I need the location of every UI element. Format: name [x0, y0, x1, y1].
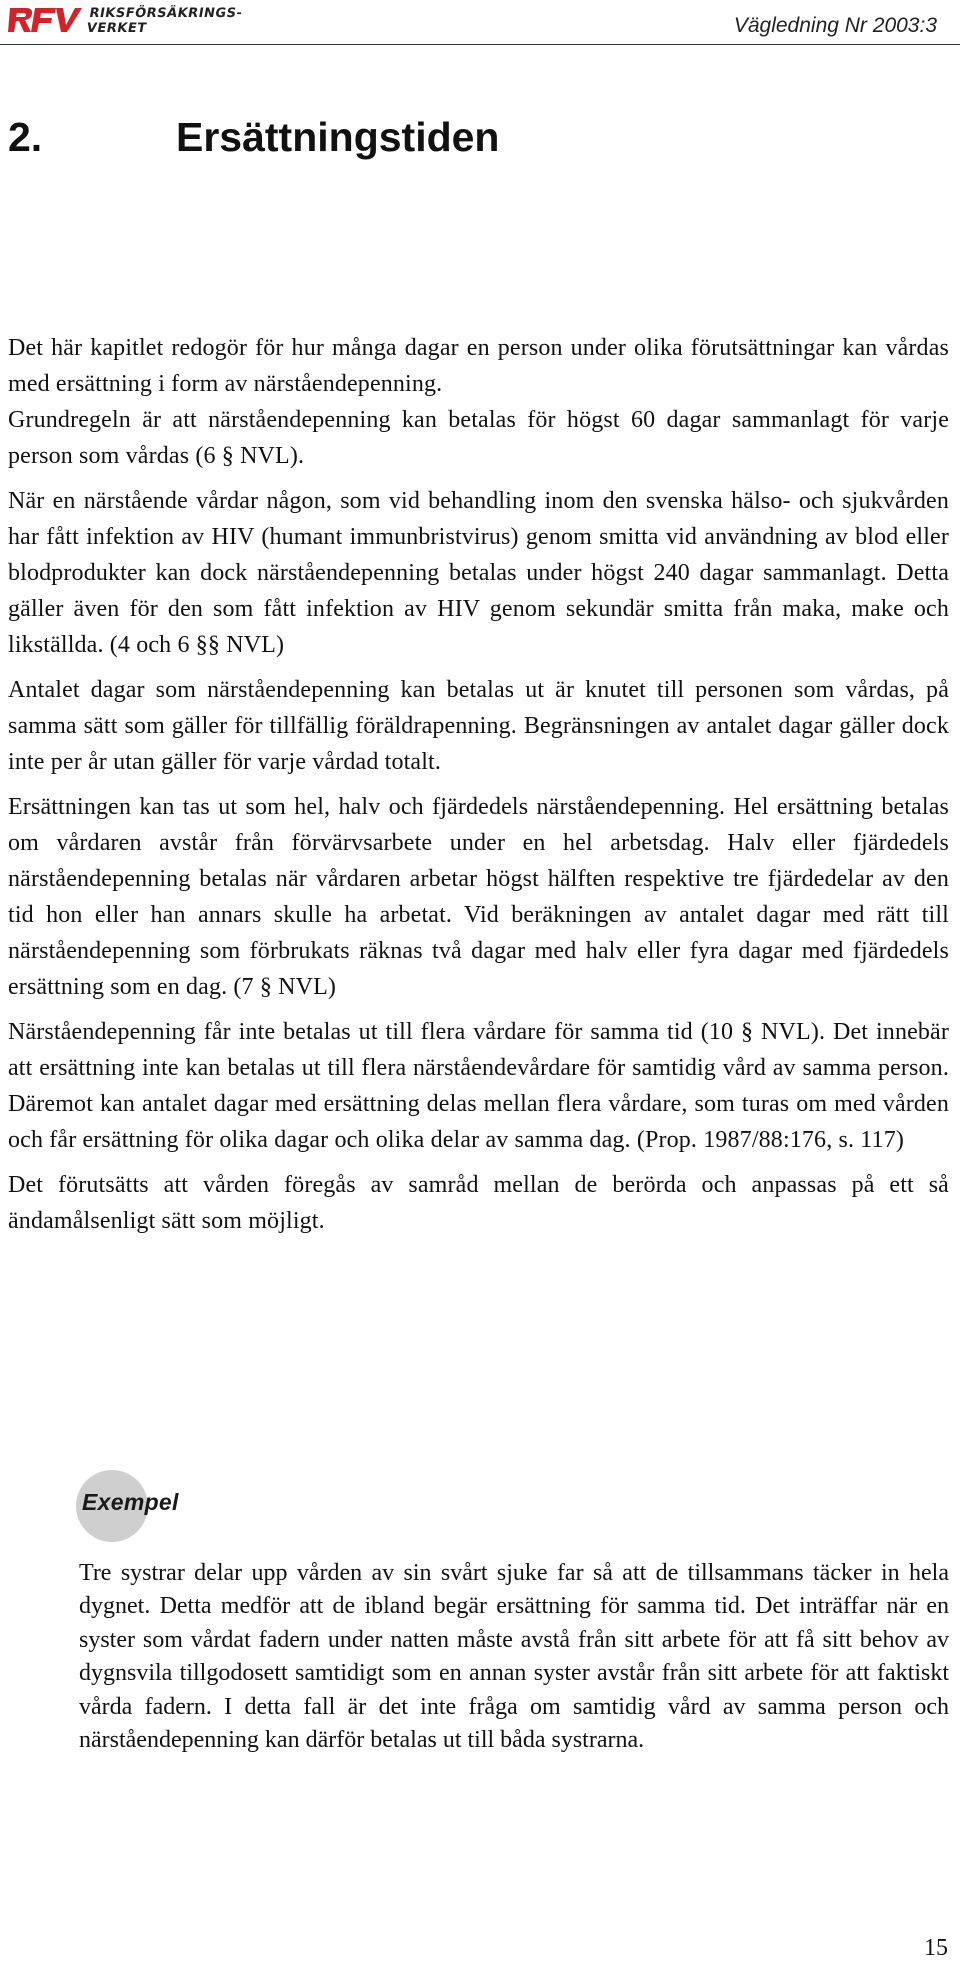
chapter-title: Ersättningstiden	[176, 114, 500, 160]
paragraph: Närståendepenning får inte betalas ut till flera vårdare för samma tid (10 § NVL). Det innebär att ersättning inte kan betalas ut till flera närståendevårdare för samtidig vård av samma person. Däremot kan antalet dagar med ersättning delas mellan flera vårdare, som turas om med vården och får ersättning för olika dagar och olika delar av samma dag. (Prop. 1987/88:176, s. 117)	[8, 1019, 949, 1153]
chapter-heading	[8, 112, 499, 162]
paragraph: Ersättningen kan tas ut som hel, halv och fjärdedels närståendepenning. Hel ersättning betalas om vårdaren avstår från förvärvsarbete under en hel arbetsdag. Halv eller fjärdedels närståendepenning betalas när vårdaren arbetar högst hälften respektive tre fjärdedelar av den tid hon eller han annars skulle ha arbetat. Vid beräkningen av antalet dagar med rätt till närståendepenning som förbrukats räknas två dagar med halv eller fyra dagar med fjärdedels ersättning som en dag. (7 § NVL)	[8, 794, 949, 1000]
rfv-logo-icon	[6, 4, 276, 38]
example-badge	[72, 1468, 202, 1544]
chapter-number: 2.	[8, 114, 43, 160]
paragraph: När en närstående vårdar någon, som vid behandling inom den svenska hälso- och sjukvården har fått infektion av HIV (humant immunbristvirus) genom smitta vid användning av blod eller blodprodukter kan dock närståendepenning betalas under högst 240 dagar sammanlagt. Detta gäller även för den som fått infektion av HIV genom sekundär smitta från maka, make och likställda. (4 och 6 §§ NVL)	[8, 488, 949, 658]
header-divider	[0, 44, 960, 45]
example-label: Exempel	[82, 1489, 179, 1515]
paragraph: Grundregeln är att närståendepenning kan betalas för högst 60 dagar sammanlagt för varje person som vårdas (6 § NVL).	[8, 407, 949, 469]
body-text	[8, 330, 949, 1248]
paragraph: Antalet dagar som närståendepenning kan betalas ut är knutet till personen som vårdas, på samma sätt som gäller för tillfällig föräldrapenning. Begränsningen av antalet dagar gäller dock inte per år utan gäller för varje vårdad totalt.	[8, 677, 949, 775]
page-number: 15	[924, 1935, 948, 1961]
example-text: Tre systrar delar upp vården av sin svårt sjuke far så att de tillsammans täcker in hela dygnet. Detta medför att de ibland begär ersättning för samma tid. Det inträffar när en syster som vårdat fadern under natten måste avstå från sitt arbete för att få sitt behov av dygnsvila tillgodosett samtidigt som en annan syster avstår från sitt arbete för att faktiskt vårda fadern. I detta fall är det inte fråga om samtidig vård av samma person och närståendepenning kan därför betalas ut till båda systrarna.	[79, 1560, 949, 1754]
logo-text-line2: VERKET	[85, 21, 148, 36]
page-header	[0, 0, 960, 50]
logo-text-line1: RIKSFÖRSÄKRINGS-	[88, 6, 244, 21]
document-reference: Vägledning Nr 2003:3	[733, 14, 937, 37]
logo-text	[85, 6, 243, 36]
paragraph: Det förutsätts att vården föregås av samråd mellan de berörda och anpassas på ett så ändamålsenligt sätt som möjligt.	[8, 1172, 949, 1234]
paragraph: Det här kapitlet redogör för hur många dagar en person under olika förutsättningar kan vårdas med ersättning i form av närståendepenning.	[8, 335, 949, 397]
